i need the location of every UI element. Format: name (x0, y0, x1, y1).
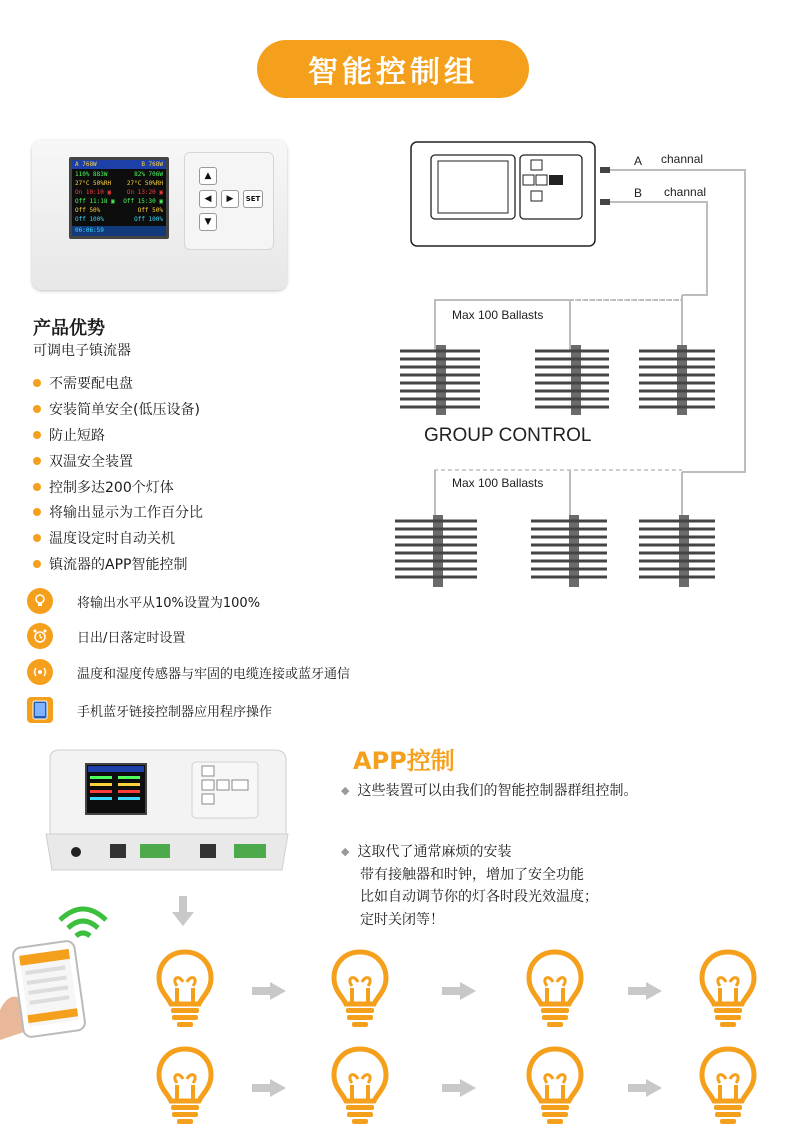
screen-text: B 768W (141, 161, 163, 168)
bullet-icon (33, 431, 41, 439)
app-text: 这取代了通常麻烦的安装 (357, 844, 512, 860)
list-item-text: 不需要配电盘 (49, 375, 133, 392)
list-item (33, 422, 203, 448)
left-key: ◀ (199, 190, 217, 208)
lamp-fixture (639, 515, 715, 587)
app-text: 比如自动调节你的灯各时段光效温度； (360, 889, 598, 905)
device-screen (69, 157, 169, 239)
right-arrow-icon (252, 1079, 286, 1097)
screen-text: Off 100% (75, 216, 104, 223)
advantages-list (33, 370, 203, 577)
wireless-signal-icon (27, 659, 53, 685)
list-item (33, 474, 203, 500)
device-keypad (184, 152, 274, 250)
up-key: ▲ (199, 167, 217, 185)
feature-row (27, 697, 272, 723)
set-key: SET (243, 190, 263, 208)
ballast-group-label: Max 100 Ballasts (452, 308, 544, 322)
list-item (33, 525, 203, 551)
screen-text: On 10:10 ▣ (75, 189, 112, 196)
screen-text: 27°C 50%RH (75, 180, 112, 187)
list-item (33, 551, 203, 577)
screen-text: Off 50% (75, 207, 101, 214)
channel-b-label: channal (664, 185, 707, 199)
screen-clock: 06:06:59 (75, 227, 104, 234)
app-description (341, 780, 637, 800)
screen-header-bar (72, 160, 166, 169)
lightbulb-icon (525, 1045, 585, 1125)
bullet-icon (33, 483, 41, 491)
feature-text: 手机蓝牙链接控制器应用程序操作 (77, 704, 273, 720)
app-description (341, 841, 511, 861)
screen-text: Off 100% (134, 216, 163, 223)
controller-device-image (32, 140, 287, 290)
lightbulb-icon (698, 1045, 758, 1125)
channel-a-label: channal (661, 152, 704, 166)
down-arrow-icon (172, 896, 194, 926)
lightbulb-icon (330, 1045, 390, 1125)
right-arrow-icon (442, 1079, 476, 1097)
screen-text: Off 15:30 ▣ (123, 198, 163, 205)
right-key: ▶ (221, 190, 239, 208)
controller-box-image (42, 748, 292, 878)
lightbulb-icon (27, 588, 53, 614)
list-item (33, 370, 203, 396)
lightbulb-icon (155, 948, 215, 1028)
right-arrow-icon (628, 1079, 662, 1097)
right-arrow-icon (628, 982, 662, 1000)
feature-row (27, 623, 185, 649)
advantages-title: 产品优势 (33, 318, 105, 339)
screen-text: 27°C 50%RH (126, 180, 163, 187)
lamp-fixture (639, 345, 715, 415)
screen-text: 82% 706W (134, 171, 163, 178)
group-control-label: GROUP CONTROL (424, 425, 592, 446)
list-item (33, 396, 203, 422)
lamp-fixture (400, 345, 480, 415)
screen-text: Off 50% (137, 207, 163, 214)
list-item-text: 控制多达200个灯体 (49, 479, 174, 496)
diamond-bullet-icon: ◆ (341, 783, 350, 797)
screen-text: A 768W (75, 161, 97, 168)
page-title: 智能控制组 (308, 55, 478, 90)
app-control-title: APP控制 (353, 747, 455, 775)
wifi-icon (56, 904, 110, 944)
list-item-text: 防止短路 (49, 427, 105, 444)
lightbulb-icon (698, 948, 758, 1028)
channel-a-letter: A (634, 154, 643, 168)
bullet-icon (33, 405, 41, 413)
list-item-text: 双温安全装置 (49, 453, 133, 470)
screen-text: 110% 883W (75, 171, 108, 178)
list-item (33, 499, 203, 525)
screen-footer (72, 226, 166, 236)
bullet-icon (33, 534, 41, 542)
down-key: ▼ (199, 213, 217, 231)
feature-row (27, 659, 350, 685)
lamp-fixture (535, 345, 609, 415)
advantages-subtitle: 可调电子镇流器 (33, 343, 131, 359)
bullet-icon (33, 560, 41, 568)
feature-row (27, 588, 260, 614)
feature-text: 将输出水平从10%设置为100% (77, 595, 261, 611)
list-item-text: 将输出显示为工作百分比 (49, 505, 203, 522)
smartphone-app-image (0, 940, 95, 1040)
channel-b-letter: B (634, 186, 643, 200)
alarm-clock-icon (27, 623, 53, 649)
list-item-text: 安装简单安全(低压设备) (49, 401, 200, 418)
title-banner (257, 40, 529, 98)
list-item-text: 镇流器的APP智能控制 (49, 557, 188, 574)
list-item-text: 温度设定时自动关机 (49, 531, 175, 548)
bullet-icon (33, 379, 41, 387)
list-item (33, 448, 203, 474)
bullet-icon (33, 508, 41, 516)
right-arrow-icon (442, 982, 476, 1000)
feature-text: 日出/日落定时设置 (77, 630, 186, 646)
app-text: 定时关闭等！ (360, 912, 444, 928)
app-text: 带有接触器和时钟，增加了安全功能 (360, 867, 584, 883)
lamp-fixture (395, 515, 477, 587)
lightbulb-icon (155, 1045, 215, 1125)
app-text: 这些装置可以由我们的智能控制器群组控制。 (357, 783, 638, 799)
lightbulb-icon (525, 948, 585, 1028)
group-control-schematic (395, 130, 775, 610)
lamp-fixture (531, 515, 607, 587)
bullet-icon (33, 457, 41, 465)
right-arrow-icon (252, 982, 286, 1000)
tablet-icon (27, 697, 53, 723)
ballast-group-label: Max 100 Ballasts (452, 476, 544, 490)
diamond-bullet-icon: ◆ (341, 844, 350, 858)
screen-text: On 13:20 ▣ (126, 189, 163, 196)
screen-text: Off 11:18 ▣ (75, 198, 115, 205)
lightbulb-icon (330, 948, 390, 1028)
feature-text: 温度和湿度传感器与牢固的电缆连接或蓝牙通信 (77, 666, 351, 682)
